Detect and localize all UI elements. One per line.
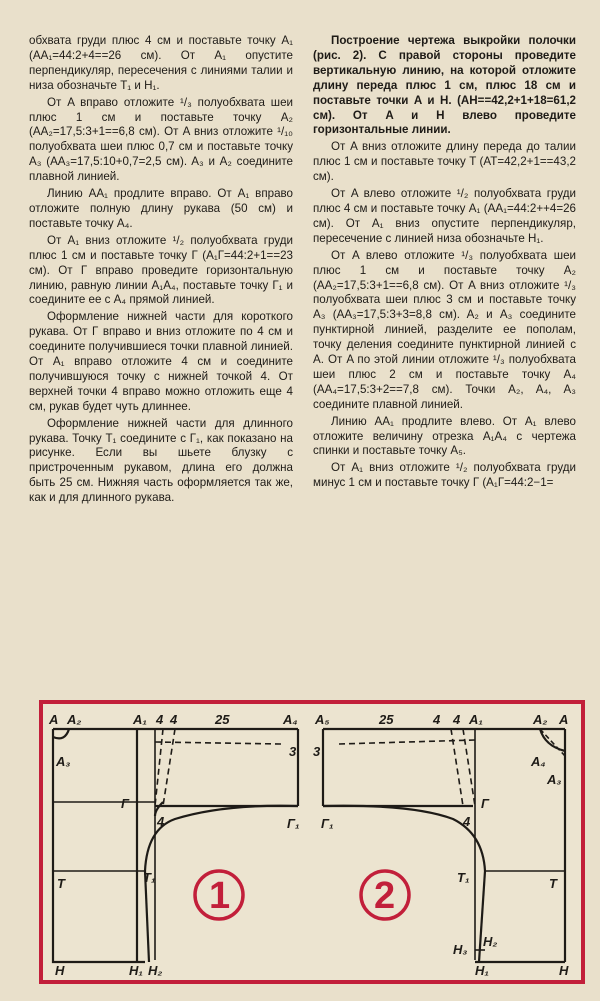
right-text-column xyxy=(313,34,576,493)
fig2-label-A5: A₅ xyxy=(315,712,330,727)
fig1-label-4c: 4 xyxy=(157,814,165,829)
fig2-label-A1: A₁ xyxy=(469,712,483,727)
fig2-label-A: A xyxy=(559,712,569,727)
right-paragraph-4: От A влево отложите ¹/₃ полуобхвата шеи плюс 1 см и поставьте точку A₂ (AA₂=17,5:3+1==6,8 см). От A вниз отложите ¹/₃ полуобхвата шеи плюс 3 см и поставьте точку A₃ (AA₃=17,5:3+3=8,8 см). A₂ и A₃ соедините пунктирной линией, разделите ее пополам, точку деления соедините пунктирной линией с A. От A по этой линии отложите ¹/₃ полуобхвата шеи плюс 2 см и поставьте точку A₄ (AA₄=17,5:3+2==7,8 см). Точки A₂, A₄, A₃ соедините плавной линией. xyxy=(313,248,576,411)
pattern-drawings xyxy=(43,704,581,980)
right-paragraph-5: Линию AA₁ продлите влево. От A₁ влево отложите величину отрезка A₁A₄ с чертежа спинки и поставьте точку A₅. xyxy=(313,414,576,458)
fig1-label-A4: A₄ xyxy=(283,712,298,727)
left-paragraph-4: От A₁ вниз отложите ¹/₂ полуобхвата груди плюс 1 см и поставьте точку Г (A₁Г=44:2+1==23 см). От Г вправо проведите горизонтальную линию, равную линии A₁A₄, поставьте точку Г₁ и соедините ее с A₄ прямой линией. xyxy=(29,233,293,307)
fig1-neck-curve xyxy=(53,729,69,738)
right-paragraph-1: Построение чертежа выкройки полочки (рис. 2). С правой стороны проведите вертикальную линию, на которой отложите длину переда плюс 1 см, плюс 18 см и поставьте точки A и H. (AH==42,2+1+18=61,2 см). От A и H влево проведите горизонтальные линии. xyxy=(313,34,576,137)
fig1-label-G: Г xyxy=(121,796,129,811)
pattern-figure-frame xyxy=(39,700,585,984)
fig2-label-3: 3 xyxy=(313,744,321,759)
fig1-dash-3 xyxy=(155,742,281,744)
fig2-label-A3: A₃ xyxy=(547,772,562,787)
fig2-label-H3: H₃ xyxy=(453,942,468,957)
fig1-dash-1 xyxy=(155,729,163,806)
fig1-label-H2: H₂ xyxy=(148,963,163,978)
fig1-label-H1: H₁ xyxy=(129,963,143,978)
fig1-label-A: A xyxy=(49,712,59,727)
figure-1-number-badge xyxy=(195,871,243,919)
figure-2-labels xyxy=(313,712,569,978)
fig1-number: 1 xyxy=(209,875,231,917)
fig2-neck-dash xyxy=(540,729,565,756)
left-text-column xyxy=(29,34,293,508)
right-paragraph-6: От A₁ вниз отложите ¹/₂ полуобхвата груди минус 1 см и поставьте точку Г (A₁Г=44:2−1= xyxy=(313,461,576,490)
right-paragraph-2: От A вниз отложите длину переда до талии плюс 1 см и поставьте точку T (AT=42,2+1==43,2 см). xyxy=(313,140,576,184)
fig2-label-25: 25 xyxy=(379,712,394,727)
fig2-label-G1: Г₁ xyxy=(321,816,334,831)
fig1-label-T1: T₁ xyxy=(143,870,156,885)
fig2-underarm-curve xyxy=(323,806,485,871)
figure-1-drawing xyxy=(53,729,298,962)
fig1-label-A2: A₂ xyxy=(67,712,82,727)
left-paragraph-3: Линию AA₁ продлите вправо. От A₁ вправо отложите полную длину рукава (50 см) и поставьте точку A₄. xyxy=(29,187,293,230)
left-paragraph-5: Оформление нижней части для короткого рукава. От Г вправо и вниз отложите по 4 см и соедините получившиеся точки плавной линией. От A₁ вправо отложите 4 см и соедините получившуюся точку с нижней точкой 4. От верхней точки 4 вправо можно отложить еще 4 см, рукав будет чуть длиннее. xyxy=(29,310,293,413)
figure-1-labels xyxy=(48,712,300,978)
figure-2-drawing xyxy=(323,729,565,962)
fig2-label-H: H xyxy=(559,963,569,978)
fig1-underarm-curve xyxy=(145,806,298,871)
fig2-label-A4: A₄ xyxy=(531,754,546,769)
fig2-label-H1: H₁ xyxy=(475,963,489,978)
fig2-label-H2: H₂ xyxy=(483,934,498,949)
fig1-label-4a: 4 xyxy=(156,712,164,727)
fig2-label-A2: A₂ xyxy=(533,712,548,727)
fig1-label-3: 3 xyxy=(289,744,297,759)
fig2-label-4b: 4 xyxy=(453,712,461,727)
left-paragraph-1: обхвата груди плюс 4 см и поставьте точку A₁ (AA₁=44:2+4==26 см). От A₁ опустите перпендикуляр, пересечения с линиями талии и низа обозначьте T₁ и H₁. xyxy=(29,34,293,92)
fig2-label-4c: 4 xyxy=(463,814,471,829)
fig1-dash-2 xyxy=(163,729,175,806)
fig2-label-T1: T₁ xyxy=(457,870,470,885)
fig1-label-4b: 4 xyxy=(170,712,178,727)
fig1-label-G1: Г₁ xyxy=(287,816,300,831)
fig1-label-25: 25 xyxy=(215,712,230,727)
fig2-label-G: Г xyxy=(481,796,489,811)
fig1-label-A1: A₁ xyxy=(133,712,147,727)
fig2-label-4a: 4 xyxy=(433,712,441,727)
left-paragraph-6: Оформление нижней части для длинного рукава. Точку T₁ соедините с Г₁, как показано на рисунке. Если вы шьете блузку с пристроченным рукавом, длина его должна быть 25 см. Нижняя часть оформляется так же, как и для длинного рукава. xyxy=(29,416,293,505)
fig1-label-T: T xyxy=(57,876,65,891)
fig2-dash-3 xyxy=(339,740,475,744)
figure-2-number-badge xyxy=(361,871,409,919)
fig1-label-A3: A₃ xyxy=(56,754,71,769)
fig2-number: 2 xyxy=(374,875,396,917)
fig2-label-T: T xyxy=(549,876,557,891)
fig1-label-H: H xyxy=(55,963,65,978)
left-paragraph-2: От A вправо отложите ¹/₃ полуобхвата шеи плюс 1 см и поставьте точку A₂ (AA₂=17,5:3+1==6,8 см). От A вниз отложите ¹/₁₀ полуобхвата шеи плюс 0,7 см и поставьте точку A₃ (AA₃=17,5:10+0,7=2,5 см). A₃ и A₂ соедините плавной линией. xyxy=(29,95,293,184)
right-paragraph-3: От A влево отложите ¹/₂ полуобхвата груди плюс 4 см и поставьте точку A₁ (AA₁=44:2++4=26 см). От A₁ вниз опустите перпендикуляр, пересечение с линией низа обозначьте H₁. xyxy=(313,187,576,245)
